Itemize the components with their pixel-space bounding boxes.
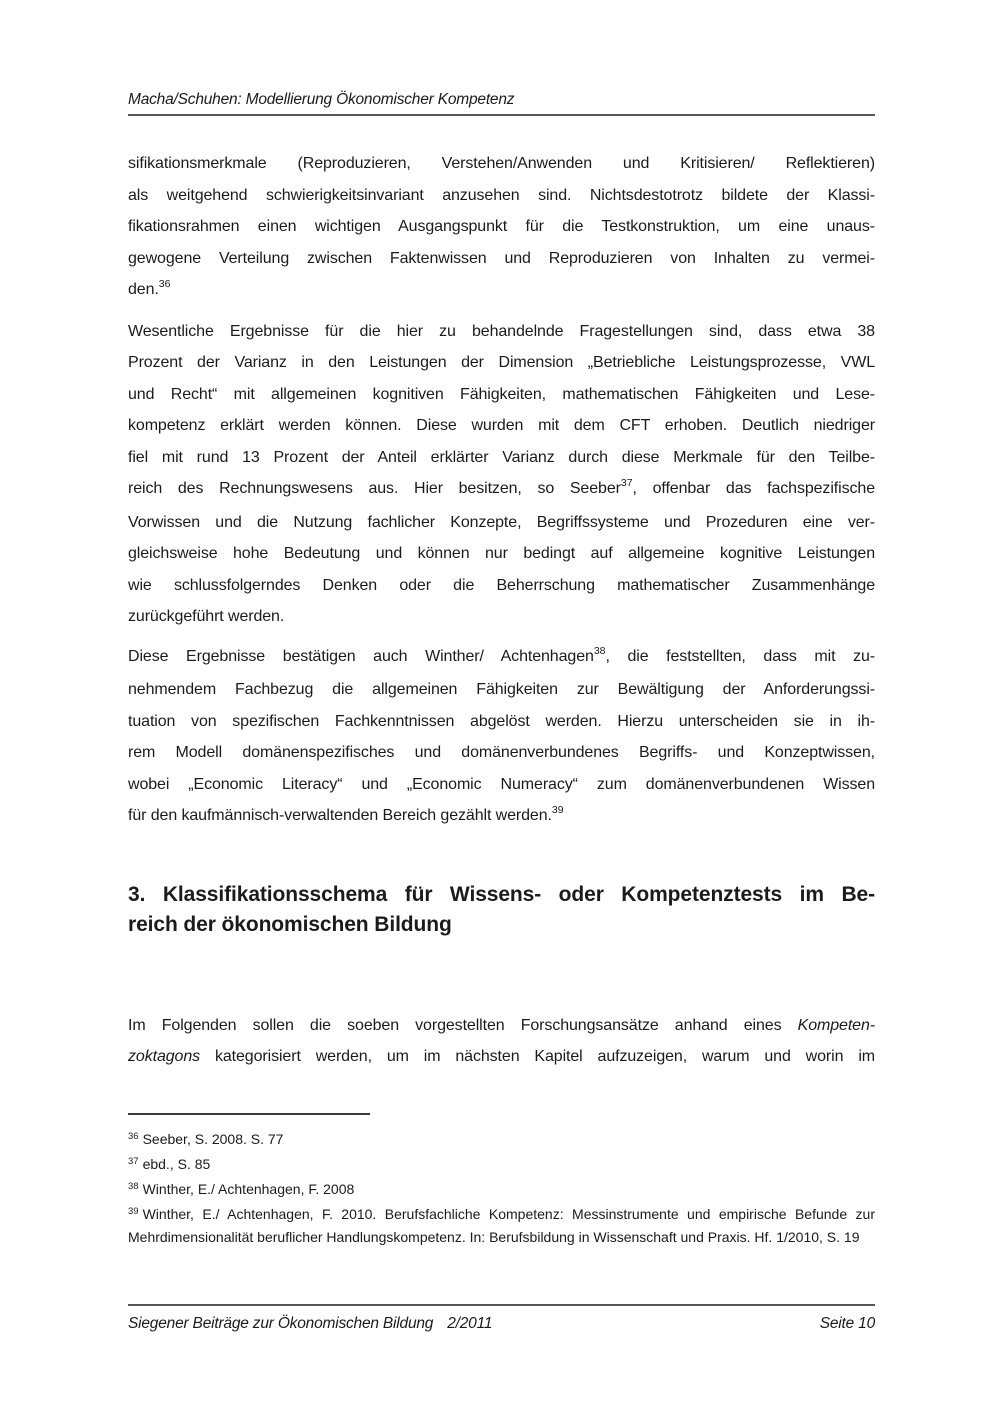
footer-page-number: Seite 10 [819,1315,875,1332]
footnote-reference: 37 [620,477,633,489]
page-footer [128,1304,875,1333]
emphasized-text: zoktagons [128,1048,201,1065]
footnote-item [128,1154,875,1177]
footnote-number: 37 [128,1155,139,1167]
text-run: gleichsweise hohe Bedeutung und können nur bedingt auf allgemeine kognitive Leistungen [128,545,875,562]
text-line [128,316,875,348]
footnote-text: Seeber, S. 2008. S. 77 [142,1130,284,1147]
footnote-text: Winther, E./ Achtenhagen, F. 2008 [142,1180,355,1197]
text-run: den. [128,281,159,298]
footer-journal-line [128,1315,492,1333]
section-heading [128,880,875,940]
footnote-number: 38 [128,1180,139,1192]
text-run: tuation von spezifischen Fachkenntnissen abgelöst werden. Hierzu unterscheiden sie in ih- [128,712,875,730]
paragraph [128,1010,875,1073]
footer-journal: Siegener Beiträge zur Ökonomischen Bildung [128,1315,434,1332]
text-run: kompetenz erklärt werden können. Diese wurden mit dem CFT erhoben. Deutlich niedriger [128,417,875,434]
text-run: Wesentliche Ergebnisse für die hier zu behandelnde Fragestellungen sind, dass etwa 38 [128,322,875,340]
text-line [128,473,875,507]
footnote-number: 39 [128,1205,139,1217]
footnote-item [128,1129,875,1152]
text-run: rem Modell domänenspezifisches und domänenverbundenes Begriffs- und Konzeptwissen, [128,744,875,761]
footnote-item [128,1204,875,1248]
footnotes [128,1113,875,1248]
body-text-continued [128,1010,875,1073]
text-run: sifikationsmerkmale (Reproduzieren, Verstehen/Anwenden und Kritisieren/ Reflektieren) [128,155,875,172]
text-line [128,180,875,212]
text-line [128,148,875,180]
text-run: wie schlussfolgerndes Denken oder die Beherrschung mathematischer Zusammenhänge [128,576,875,594]
text-run: zurückgeführt werden. [128,608,285,625]
running-head: Macha/Schuhen: Modellierung Ökonomischer Kompetenz [128,91,515,108]
page-header [128,0,875,116]
text-run: fiel mit rund 13 Prozent der Anteil erklärter Varianz durch diese Merkmale für den Teilbe- [128,448,875,466]
text-line [128,641,875,675]
text-line [128,674,875,706]
footnote-separator [128,1113,370,1115]
footnote-text: Winther, E./ Achtenhagen, F. 2010. Berufsfachliche Kompetenz: Messinstrumente und empirische Befunde zur Mehrdimensionalität beruflicher Handlungskompetenz. In: Berufsbildung in Wissenschaft und Praxis. Hf. 1/2010, S. 19 [128,1205,875,1245]
section-heading-line: 3. Klassifikationsschema für Wissens- oder Kompetenztests im Be- [128,882,875,906]
text-line [128,737,875,769]
text-line [128,538,875,570]
text-line [128,1010,875,1042]
text-line [128,442,875,474]
text-run: , die feststellten, dass mit zu- [605,647,876,665]
text-line [128,706,875,738]
footnote-number: 36 [128,1130,139,1142]
text-line [128,800,875,834]
footer-issue: 2/2011 [447,1315,493,1332]
emphasized-text: Kompeten- [797,1016,875,1034]
footnote-text: ebd., S. 85 [142,1155,211,1172]
paragraph [128,641,875,834]
text-line [128,769,875,801]
footnote-reference: 38 [593,644,606,657]
header-rule [128,114,875,116]
text-run: Im Folgenden sollen die soeben vorgestellten Forschungsansätze anhand eines [128,1016,798,1034]
text-line [128,570,875,602]
text-line [128,274,875,308]
text-line [128,211,875,243]
footnote-item [128,1179,875,1202]
text-line [128,379,875,411]
section-heading-line: reich der ökonomischen Bildung [128,912,452,936]
text-run: für den kaufmännisch-verwaltenden Bereich gezählt werden. [128,807,552,824]
text-run: kategorisiert werden, um im nächsten Kapitel aufzuzeigen, warum und worin im [200,1048,875,1065]
footnote-list [128,1129,875,1248]
footnote-reference: 39 [551,804,564,816]
text-line [128,243,875,275]
text-run: nehmendem Fachbezug die allgemeinen Fähigkeiten zur Bewältigung der Anforderungssi- [128,681,875,698]
text-line [128,347,875,379]
text-run: reich des Rechnungswesens aus. Hier besitzen, so Seeber [128,480,621,497]
text-run: Prozent der Varianz in den Leistungen der Dimension „Betriebliche Leistungsprozesse, VWL [128,354,875,371]
text-line [128,1041,875,1073]
text-run: fikationsrahmen einen wichtigen Ausgangspunkt für die Testkonstruktion, um eine unaus- [128,218,875,235]
text-run: Diese Ergebnisse bestätigen auch Winther/ Achtenhagen [128,647,594,665]
text-line [128,601,875,633]
text-run: als weitgehend schwierigkeitsinvariant anzusehen sind. Nichtsdestotrotz bildete der Klassi- [128,186,875,204]
text-run: Vorwissen und die Nutzung fachlicher Konzepte, Begriffssysteme und Prozeduren eine ver- [128,513,875,531]
text-run: , offenbar das fachspezifische [632,480,875,497]
text-run: und Recht“ mit allgemeinen kognitiven Fähigkeiten, mathematischen Fähigkeiten und Lese- [128,385,875,403]
paragraph [128,316,875,633]
body-text [128,148,875,834]
paragraph [128,148,875,308]
footnote-reference: 36 [158,278,171,290]
text-line [128,507,875,539]
text-run: gewogene Verteilung zwischen Faktenwissen und Reproduzieren von Inhalten zu vermei- [128,249,875,267]
text-line [128,410,875,442]
text-run: wobei „Economic Literacy“ und „Economic Numeracy“ zum domänenverbundenen Wissen [128,775,875,793]
